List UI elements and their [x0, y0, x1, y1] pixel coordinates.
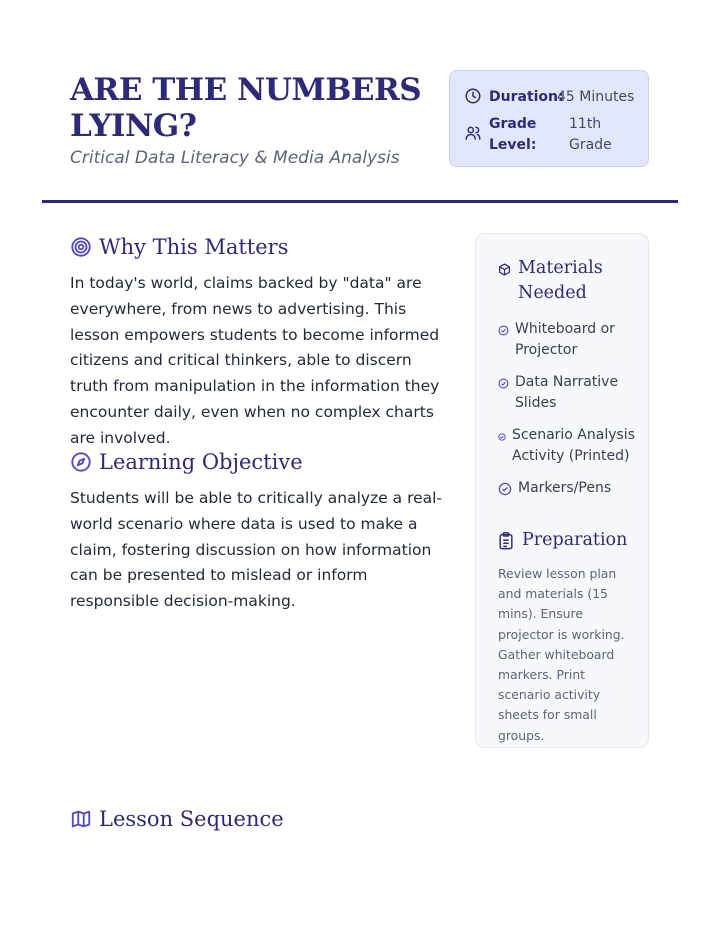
- materials-heading: Materials Needed: [518, 258, 603, 303]
- objective-heading: Learning Objective: [99, 450, 303, 474]
- material-item-label: Scenario Analysis Activity (Printed): [512, 427, 635, 464]
- check-circle-icon: [498, 433, 506, 441]
- package-icon: [498, 263, 511, 276]
- map-icon: [70, 808, 92, 830]
- check-circle-icon: [498, 482, 512, 496]
- why-body: In today's world, claims backed by "data" are everywhere, from news to advertising. This lesson empowers students to become informed citizens and critical thinkers, able to discern truth from manipulation in the information they encounter daily, even when no complex charts are involved.: [70, 274, 440, 447]
- material-item: [498, 478, 638, 499]
- material-item: [498, 425, 638, 467]
- material-item: [498, 319, 638, 361]
- material-item: [498, 372, 638, 414]
- why-heading-row: [70, 235, 289, 259]
- preparation-body: Review lesson plan and materials (15 mins). Ensure projector is working. Gather whiteboard markers. Print scenario activity sheets for small groups.: [498, 566, 625, 743]
- target-icon: [70, 236, 92, 258]
- users-icon: [464, 124, 482, 142]
- clipboard-icon: [498, 532, 514, 550]
- materials-heading-row: [498, 256, 638, 306]
- sidebar-card: [475, 233, 649, 748]
- material-item-label: Whiteboard or Projector: [515, 321, 615, 358]
- lesson-info-card: [449, 70, 649, 167]
- preparation-heading-row: [498, 528, 627, 553]
- objective-heading-row: [70, 450, 303, 474]
- compass-icon: [70, 451, 92, 473]
- material-item-label: Data Narrative Slides: [515, 374, 619, 411]
- duration-value: 45 Minutes: [557, 89, 635, 105]
- sequence-heading: Lesson Sequence: [99, 807, 284, 831]
- material-item-label: Markers/Pens: [518, 480, 612, 496]
- grade-label: Grade Level:: [489, 116, 537, 153]
- preparation-heading: Preparation: [522, 530, 628, 550]
- grade-value: 11th Grade: [569, 116, 612, 153]
- page-subtitle: Critical Data Literacy & Media Analysis: [70, 148, 400, 168]
- check-circle-icon: [498, 378, 509, 389]
- duration-row: [464, 87, 648, 108]
- clock-icon: [464, 87, 482, 105]
- check-circle-icon: [498, 325, 509, 336]
- page-title: ARE THE NUMBERS LYING?: [70, 72, 422, 144]
- objective-body: Students will be able to critically analyze a real-world scenario where data is used to make a claim, fostering discussion on how information can be presented to mislead or inform responsible decision-making.: [70, 489, 443, 611]
- grade-row: [464, 114, 648, 156]
- sequence-heading-row: [70, 807, 284, 831]
- header-divider: [42, 200, 678, 203]
- why-heading: Why This Matters: [99, 235, 289, 259]
- duration-label: Duration:: [489, 89, 564, 105]
